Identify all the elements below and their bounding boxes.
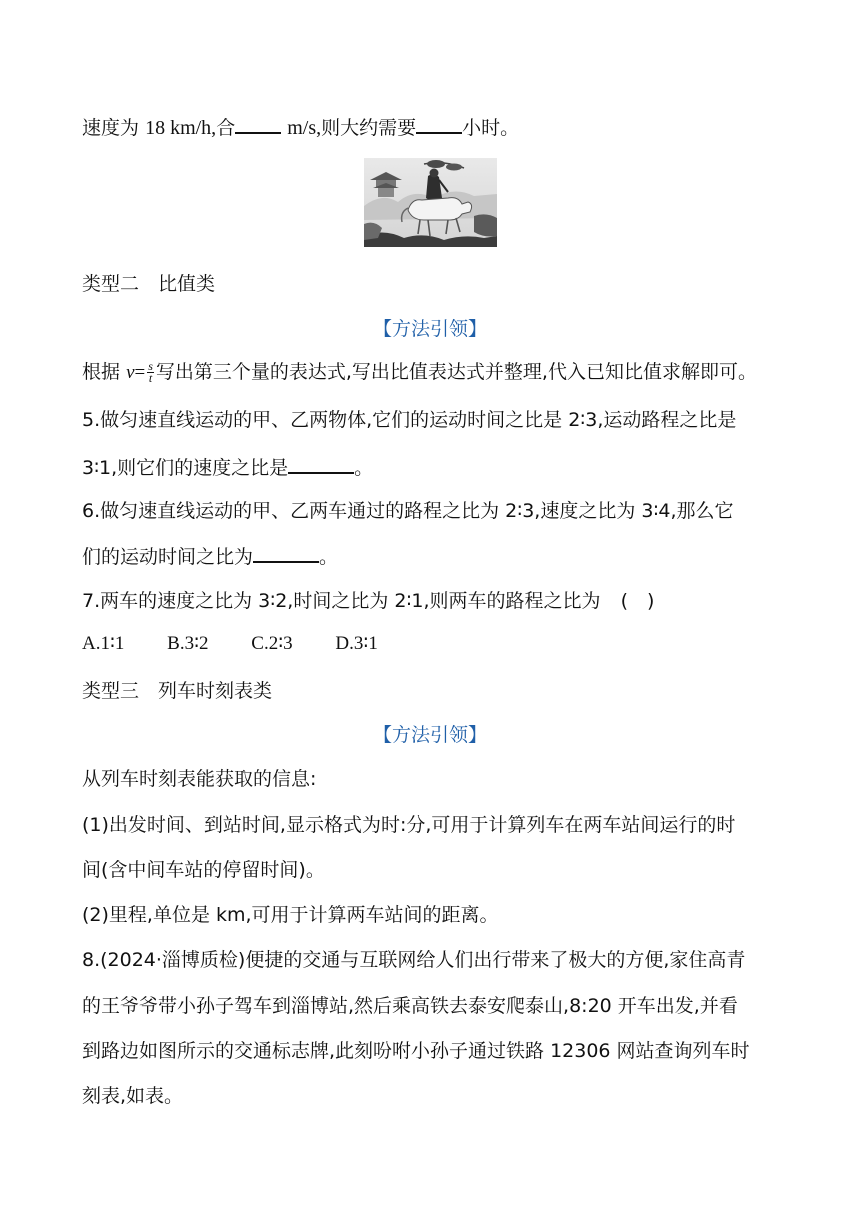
q5-line1: 5.做匀速直线运动的甲、乙两物体,它们的运动时间之比是 2∶3,运动路程之比是 (82, 409, 737, 431)
q8-line3: 到路边如图所示的交通标志牌,此刻吩咐小孙子通过铁路 12306 网站查询列车时 (82, 1040, 750, 1062)
method-post: 写出第三个量的表达式,写出比值表达式并整理,代入已知比值求解即可。 (155, 361, 757, 383)
q4-text-2: 合 (216, 117, 236, 139)
q5-line2-post: 。 (354, 457, 374, 479)
q4-blank-2 (416, 112, 462, 134)
q8-line4: 刻表,如表。 (82, 1085, 184, 1107)
q4-unit: m/s, (287, 117, 322, 139)
q5-line2 (82, 452, 790, 482)
formula-denominator: t (148, 371, 153, 385)
section3-item1-line1: (1)出发时间、到站时间,显示格式为时:分,可用于计算列车在两车站间运行的时 (82, 814, 736, 836)
q5-blank (288, 452, 354, 474)
formula-v: v (126, 362, 135, 383)
q8-line2: 的王爷爷带小孙子驾车到淄博站,然后乘高铁去泰安爬泰山,8:20 开车出发,并看 (82, 995, 738, 1017)
section2-method-title: 【方法引领】 (372, 318, 487, 340)
formula-eq: = (134, 362, 146, 383)
section3-heading: 类型三 列车时刻表类 (82, 680, 273, 702)
q6-line2-pre: 们的运动时间之比为 (82, 546, 254, 568)
q7-option-a: A.1∶1 (82, 633, 125, 654)
q8-line1: 8.(2024·淄博质检)便捷的交通与互联网给人们出行带来了极大的方便,家住高青 (82, 949, 746, 971)
section2-method-text (82, 358, 790, 387)
method-pre: 根据 (82, 361, 121, 383)
section3-item2: (2)里程,单位是 km,可用于计算两车站间的距离。 (82, 904, 499, 926)
q6-line1: 6.做匀速直线运动的甲、乙两车通过的路程之比为 2∶3,速度之比为 3∶4,那么它 (82, 500, 734, 522)
section3-intro: 从列车时刻表能获取的信息: (82, 768, 317, 790)
formula-numerator: s (148, 359, 153, 373)
q4-text-1: 速度为 (82, 117, 140, 139)
ink-painting-illustration (364, 158, 497, 247)
q4-speed: 18 km/h, (145, 117, 217, 139)
formula-fraction (147, 361, 154, 384)
q4-text-3: 则大约需要 (321, 117, 417, 139)
q7-option-b: B.3∶2 (167, 633, 209, 654)
q4-tail-line (82, 112, 790, 142)
section2-heading: 类型二 比值类 (82, 273, 216, 295)
q7-option-d: D.3∶1 (335, 633, 378, 654)
q7-options (82, 630, 790, 658)
q6-line2-post: 。 (319, 546, 339, 568)
q4-text-4: 小时。 (462, 117, 520, 139)
q5-line2-pre: 3∶1,则它们的速度之比是 (82, 457, 289, 479)
section3-item1-line2: 间(含中间车站的停留时间)。 (82, 859, 325, 881)
section3-method-title: 【方法引领】 (372, 724, 487, 746)
q7-stem: 7.两车的速度之比为 3∶2,时间之比为 2∶1,则两车的路程之比为 (82, 590, 601, 612)
q4-blank-1 (235, 112, 281, 134)
q7-option-c: C.2∶3 (251, 633, 293, 654)
q7-stem-line (82, 587, 790, 615)
q6-blank (253, 541, 319, 563)
q7-answer-paren: ( ) (620, 590, 655, 612)
q6-line2 (82, 541, 790, 571)
